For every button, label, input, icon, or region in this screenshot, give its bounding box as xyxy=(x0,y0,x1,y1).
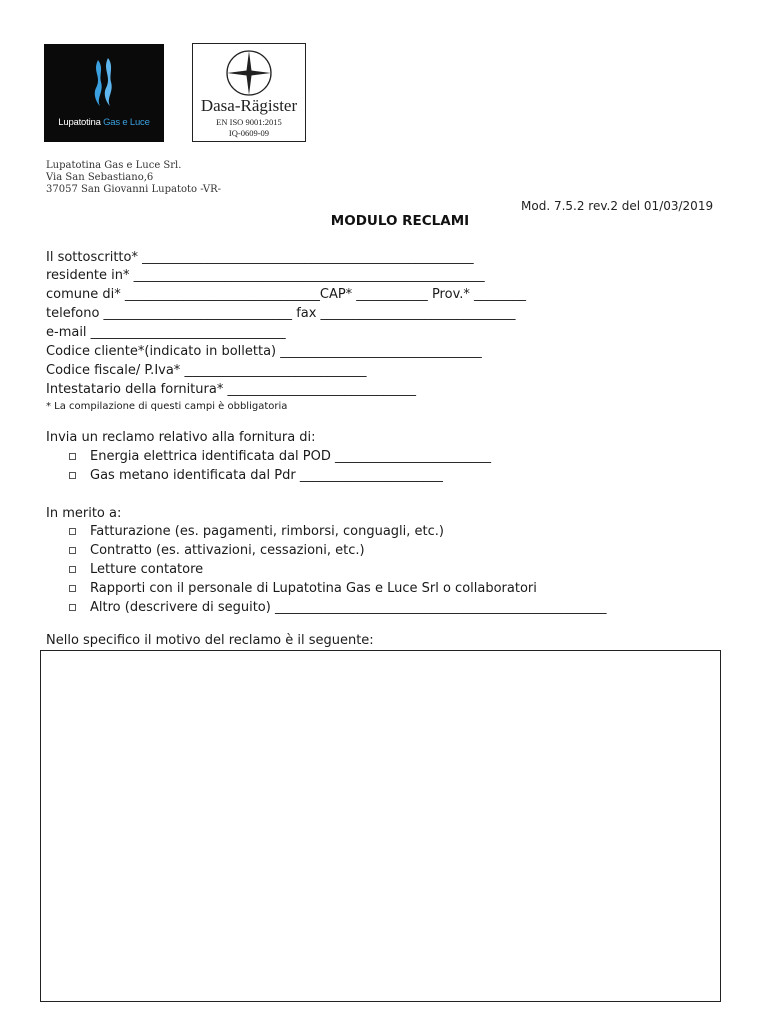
option-gas-metano[interactable] xyxy=(90,468,443,483)
fornitura-intro: Invia un reclamo relativo alla fornitura di: xyxy=(46,430,316,445)
cert-standard: EN ISO 9001:2015 xyxy=(216,117,282,127)
motivo-label: Nello specifico il motivo del reclamo è il seguente: xyxy=(46,633,374,648)
checkbox-icon[interactable] xyxy=(69,547,76,554)
address-line-3: 37057 San Giovanni Lupatoto -VR- xyxy=(46,184,221,195)
cert-name: Dasa-Rägister xyxy=(200,96,298,115)
checkbox-icon[interactable] xyxy=(69,453,76,460)
option-label: Rapporti con il personale di Lupatotina Gas e Luce Srl o collaboratori xyxy=(90,581,537,596)
merito-intro: In merito a: xyxy=(46,506,122,521)
compass-icon xyxy=(223,47,275,99)
option-contratto[interactable] xyxy=(90,543,365,558)
field-sottoscritto[interactable]: Il sottoscritto* ___________________________________________________ xyxy=(46,250,474,265)
option-label: Contratto (es. attivazioni, cessazioni, etc.) xyxy=(90,543,365,558)
option-label: Gas metano identificata dal Pdr ______________________ xyxy=(90,468,443,483)
flame-icon xyxy=(90,58,118,108)
option-letture[interactable] xyxy=(90,562,203,577)
field-residente[interactable]: residente in* ______________________________________________________ xyxy=(46,268,485,283)
required-note: * La compilazione di questi campi è obbligatoria xyxy=(46,401,288,412)
option-label: Energia elettrica identificata dal POD ________________________ xyxy=(90,449,492,464)
option-label: Letture contatore xyxy=(90,562,204,577)
checkbox-icon[interactable] xyxy=(69,472,76,479)
checkbox-icon[interactable] xyxy=(69,604,76,611)
field-telefono-fax[interactable]: telefono _____________________________ fax ______________________________ xyxy=(46,306,516,321)
brand-suffix: Gas e Luce xyxy=(103,117,150,128)
option-altro[interactable] xyxy=(90,600,606,615)
checkbox-icon[interactable] xyxy=(69,528,76,535)
address-line-1: Lupatotina Gas e Luce Srl. xyxy=(46,160,182,171)
option-rapporti-personale[interactable] xyxy=(90,581,537,596)
company-logo xyxy=(44,44,164,142)
motivo-textarea[interactable] xyxy=(40,650,721,1002)
page-title: MODULO RECLAMI xyxy=(330,213,470,229)
field-email[interactable]: e-mail ______________________________ xyxy=(46,325,286,340)
certification-logo xyxy=(192,43,306,142)
checkbox-icon[interactable] xyxy=(69,585,76,592)
option-energia-elettrica[interactable] xyxy=(90,449,491,464)
module-reference: Mod. 7.5.2 rev.2 del 01/03/2019 xyxy=(521,199,714,213)
option-label: Fatturazione (es. pagamenti, rimborsi, conguagli, etc.) xyxy=(90,524,444,539)
option-fatturazione[interactable] xyxy=(90,524,444,539)
option-label: Altro (descrivere di seguito) ___________________________________________________ xyxy=(90,600,607,615)
field-codice-fiscale[interactable]: Codice fiscale/ P.Iva* ____________________________ xyxy=(46,363,367,378)
checkbox-icon[interactable] xyxy=(69,566,76,573)
field-comune-cap-prov[interactable]: comune di* ______________________________CAP* ___________ Prov.* ________ xyxy=(46,287,527,302)
field-intestatario[interactable]: Intestatario della fornitura* _____________________________ xyxy=(46,382,416,397)
company-name: Lupatotina xyxy=(58,117,101,128)
address-line-2: Via San Sebastiano,6 xyxy=(46,172,154,183)
cert-code: IQ-0609-09 xyxy=(228,128,270,138)
field-codice-cliente[interactable]: Codice cliente*(indicato in bolletta) _______________________________ xyxy=(46,344,482,359)
